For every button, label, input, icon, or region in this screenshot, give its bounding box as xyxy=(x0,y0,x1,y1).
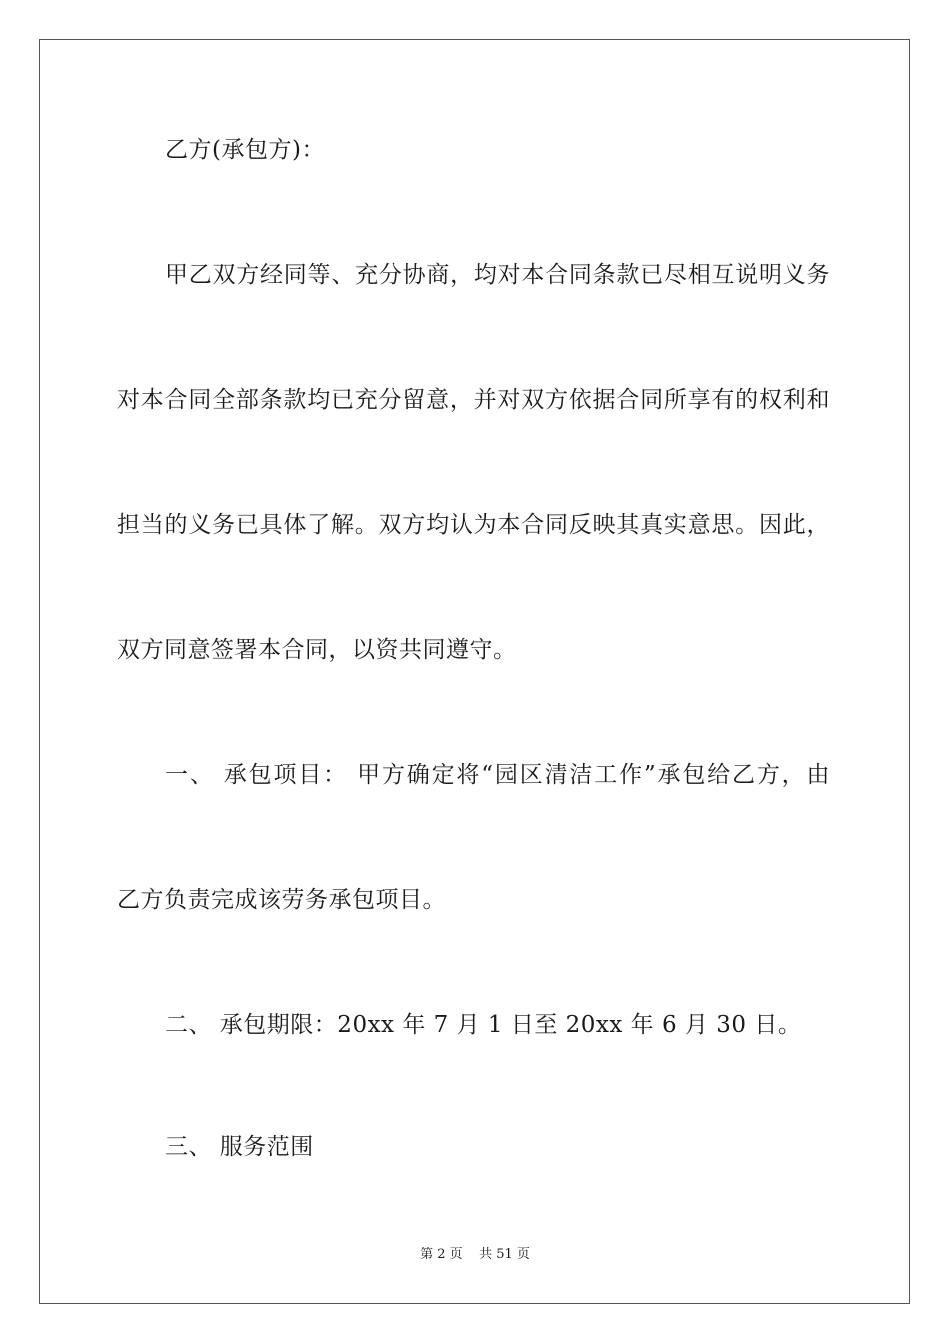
paragraph-line: 双方同意签署本合同，以资共同遵守。 xyxy=(117,637,517,663)
party-b-label: 乙方(承包方)： xyxy=(165,137,325,163)
section-heading-1: 一、 承包项目： 甲方确定将“园区清洁工作”承包给乙方，由 xyxy=(165,762,830,788)
section-heading-3: 三、 服务范围 xyxy=(165,1134,314,1160)
paragraph-line: 乙方负责完成该劳务承包项目。 xyxy=(117,887,446,913)
page-number-footer: 第 2 页 共 51 页 xyxy=(420,1247,530,1262)
section-heading-2: 二、 承包期限：20xx 年 7 月 1 日至 20xx 年 6 月 30 日。 xyxy=(165,1012,802,1038)
paragraph-line: 对本合同全部条款均已充分留意，并对双方依据合同所享有的权利和 xyxy=(117,387,830,413)
paragraph-line: 甲乙双方经同等、充分协商，均对本合同条款已尽相互说明义务 xyxy=(165,262,830,288)
paragraph-line: 担当的义务已具体了解。双方均认为本合同反映其真实意思。因此， xyxy=(117,512,830,538)
page-frame xyxy=(39,39,910,1304)
